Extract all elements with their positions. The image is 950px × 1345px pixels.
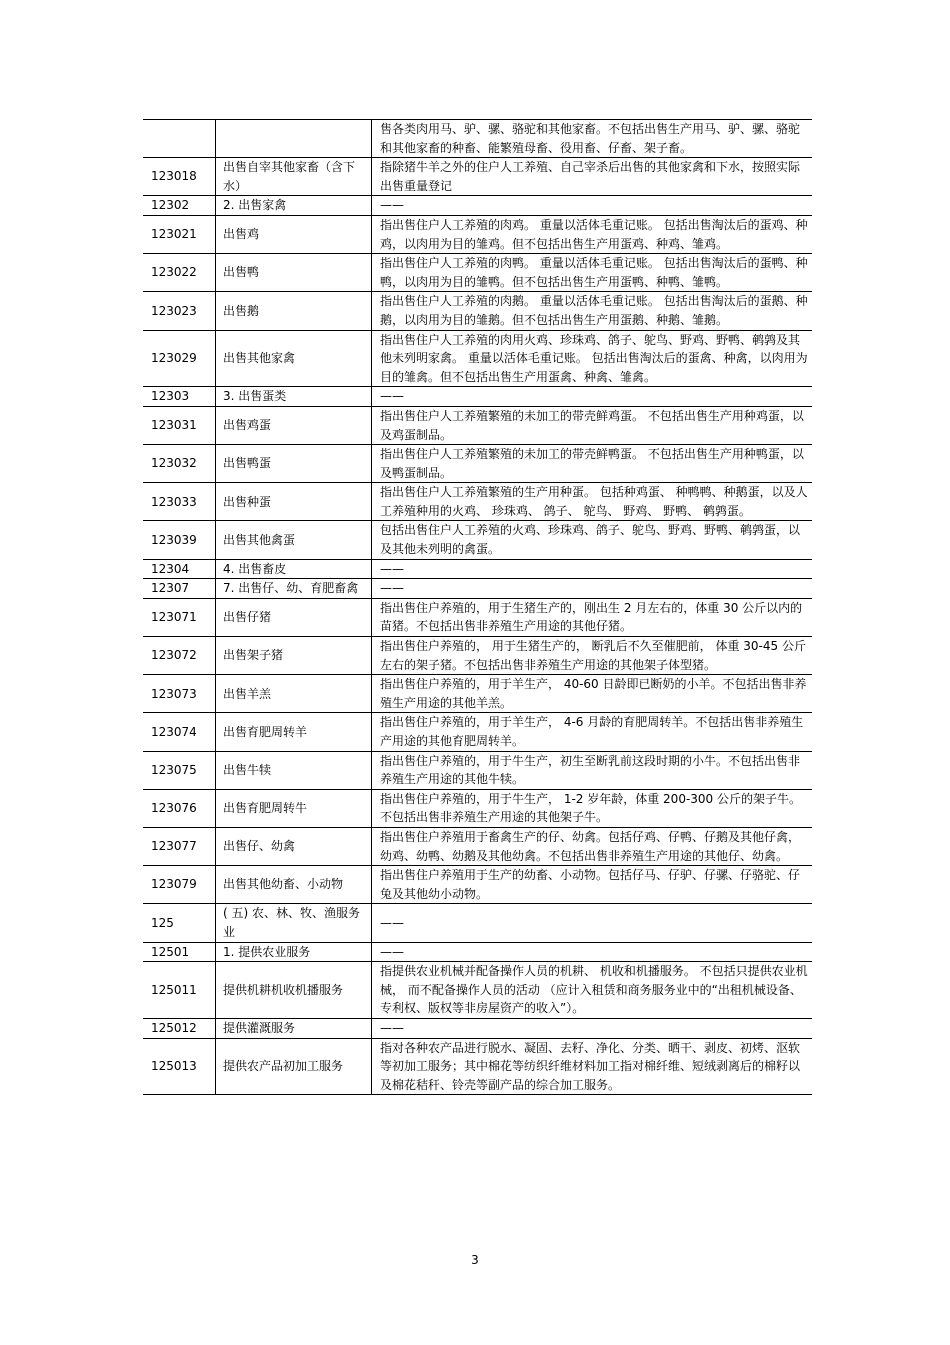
- table-row: [143, 1038, 812, 1095]
- row-item-name: 出售架子猪: [216, 637, 372, 675]
- row-item-name: [216, 120, 372, 158]
- table-row: [143, 962, 812, 1019]
- row-description: 指除猪牛羊之外的住户人工养殖、自己宰杀后出售的其他家禽和下水，按照实际出售重量登记: [372, 158, 813, 196]
- row-code: 123075: [143, 751, 216, 789]
- table-row: [143, 445, 812, 483]
- table-row: [143, 904, 812, 942]
- table-row: [143, 789, 812, 827]
- row-description: ——: [372, 1018, 813, 1038]
- row-description: 指出售住户养殖用于生产的幼畜、小动物。包括仔马、仔驴、仔骡、仔骆驼、仔兔及其他幼小动物。: [372, 866, 813, 904]
- row-code: 123021: [143, 215, 216, 253]
- row-item-name: 出售鸭蛋: [216, 445, 372, 483]
- table-row: [143, 827, 812, 865]
- row-code: 123076: [143, 789, 216, 827]
- row-code: 123072: [143, 637, 216, 675]
- row-code: 123022: [143, 254, 216, 292]
- table-row: [143, 559, 812, 579]
- row-code: 125: [143, 904, 216, 942]
- table-row: [143, 196, 812, 216]
- table-row: [143, 1018, 812, 1038]
- row-description: 指出售住户养殖的，用于羊生产， 40-60 日龄即已断奶的小羊。不包括出售非养殖生产用途的其他羊羔。: [372, 675, 813, 713]
- row-code: [143, 120, 216, 158]
- row-item-name: 出售其他禽蛋: [216, 521, 372, 559]
- row-item-name: 3. 出售蛋类: [216, 387, 372, 407]
- row-description: 包括出售住户人工养殖的火鸡、珍珠鸡、鸽子、鸵鸟、野鸡、野鸭、鹌鹑蛋，以及其他未列明的禽蛋。: [372, 521, 813, 559]
- row-item-name: 出售其他家禽: [216, 330, 372, 387]
- table-row: [143, 942, 812, 962]
- row-code: 123018: [143, 158, 216, 196]
- row-item-name: 出售仔猪: [216, 598, 372, 636]
- row-item-name: 1. 提供农业服务: [216, 942, 372, 962]
- table-body: [143, 120, 812, 1095]
- row-item-name: 提供机耕机收机播服务: [216, 962, 372, 1019]
- row-description: ——: [372, 942, 813, 962]
- table-row: [143, 406, 812, 444]
- row-description: ——: [372, 387, 813, 407]
- row-code: 123029: [143, 330, 216, 387]
- table-row: [143, 330, 812, 387]
- row-description: 指出售住户养殖的，用于羊生产， 4-6 月龄的育肥周转羊。不包括出售非养殖生产用途的其他育肥周转羊。: [372, 713, 813, 751]
- row-description: 指出售住户人工养殖繁殖的生产用种蛋。 包括种鸡蛋、 种鸭鸭、种鹅蛋，以及人工养殖种用的火鸡、 珍珠鸡、 鸽子、 鸵鸟、 野鸡、 野鸭、 鹌鹑蛋。: [372, 483, 813, 521]
- row-description: 指出售住户养殖的，用于牛生产，初生至断乳前这段时期的小牛。不包括出售非养殖生产用途的其他牛犊。: [372, 751, 813, 789]
- row-item-name: 提供灌溉服务: [216, 1018, 372, 1038]
- row-code: 123073: [143, 675, 216, 713]
- page-number: 3: [471, 1253, 479, 1267]
- row-code: 123039: [143, 521, 216, 559]
- row-code: 123031: [143, 406, 216, 444]
- row-item-name: 2. 出售家禽: [216, 196, 372, 216]
- row-description: ——: [372, 196, 813, 216]
- row-code: 123077: [143, 827, 216, 865]
- row-description: 指出售住户人工养殖的肉鹅。 重量以活体毛重记账。 包括出售淘汰后的蛋鹅、种鹅，以肉用为目的雏鹅。但不包括出售生产用蛋鹅、种鹅、雏鹅。: [372, 292, 813, 330]
- table-row: [143, 751, 812, 789]
- table-row: [143, 292, 812, 330]
- row-item-name: 出售鸡: [216, 215, 372, 253]
- row-item-name: 出售鸡蛋: [216, 406, 372, 444]
- row-description: 指出售住户人工养殖的肉用火鸡、珍珠鸡、鸽子、鸵鸟、野鸡、野鸭、鹌鹑及其他未列明家禽。 重量以活体毛重记账。 包括出售淘汰后的蛋禽、种禽，以肉用为目的雏禽。但不包括出售生产用蛋禽、种禽、雏禽。: [372, 330, 813, 387]
- row-description: 指出售住户养殖用于畜禽生产的仔、幼禽。包括仔鸡、仔鸭、仔鹅及其他仔禽，幼鸡、幼鸭、幼鹅及其他幼禽。不包括出售非养殖生产用途的其他仔、幼禽。: [372, 827, 813, 865]
- row-code: 12307: [143, 579, 216, 599]
- table-row: [143, 598, 812, 636]
- row-code: 123079: [143, 866, 216, 904]
- row-code: 12501: [143, 942, 216, 962]
- row-item-name: ( 五) 农、林、牧、渔服务业: [216, 904, 372, 942]
- row-item-name: 4. 出售畜皮: [216, 559, 372, 579]
- row-item-name: 出售自宰其他家畜（含下水）: [216, 158, 372, 196]
- row-item-name: 出售育肥周转羊: [216, 713, 372, 751]
- row-description: 指出售住户人工养殖繁殖的未加工的带壳鲜鸭蛋。 不包括出售生产用种鸭蛋，以及鸭蛋制品。: [372, 445, 813, 483]
- table-row: [143, 675, 812, 713]
- row-description: 指出售住户人工养殖的肉鸡。 重量以活体毛重记账。 包括出售淘汰后的蛋鸡、种鸡，以肉用为目的雏鸡。但不包括出售生产用蛋鸡、种鸡、雏鸡。: [372, 215, 813, 253]
- row-item-name: 出售种蛋: [216, 483, 372, 521]
- row-code: 123074: [143, 713, 216, 751]
- table-row: [143, 120, 812, 158]
- row-item-name: 7. 出售仔、幼、育肥畜禽: [216, 579, 372, 599]
- row-item-name: 出售鸭: [216, 254, 372, 292]
- row-code: 125012: [143, 1018, 216, 1038]
- row-description: 指出售住户养殖的， 用于生猪生产的， 断乳后不久至催肥前， 体重 30-45 公斤左右的架子猪。不包括出售非养殖生产用途的其他架子体型猪。: [372, 637, 813, 675]
- row-description: 指出售住户养殖的，用于牛生产， 1-2 岁年龄，体重 200-300 公斤的架子牛。不包括出售非养殖生产用途的其他架子牛。: [372, 789, 813, 827]
- row-description: 指出售住户人工养殖繁殖的未加工的带壳鲜鸡蛋。 不包括出售生产用种鸡蛋，以及鸡蛋制品。: [372, 406, 813, 444]
- row-code: 123023: [143, 292, 216, 330]
- row-description: ——: [372, 559, 813, 579]
- data-table: [143, 119, 812, 1095]
- table-row: [143, 713, 812, 751]
- row-code: 123032: [143, 445, 216, 483]
- row-description: 指出售住户养殖的，用于生猪生产的，刚出生 2 月左右的，体重 30 公斤以内的苗猪。不包括出售非养殖生产用途的其他仔猪。: [372, 598, 813, 636]
- row-code: 123071: [143, 598, 216, 636]
- row-item-name: 出售其他幼畜、小动物: [216, 866, 372, 904]
- table-row: [143, 158, 812, 196]
- row-code: 125011: [143, 962, 216, 1019]
- row-description: ——: [372, 904, 813, 942]
- row-item-name: 出售羊羔: [216, 675, 372, 713]
- row-description: 指出售住户人工养殖的肉鸭。 重量以活体毛重记账。 包括出售淘汰后的蛋鸭、种鸭，以肉用为目的雏鸭。但不包括出售生产用蛋鸭、种鸭、雏鸭。: [372, 254, 813, 292]
- table-row: [143, 866, 812, 904]
- table-row: [143, 521, 812, 559]
- row-description: 指提供农业机械并配备操作人员的机耕、 机收和机播服务。 不包括只提供农业机械， 而不配备操作人员的活动 （应计入租赁和商务服务业中的“出租机械设备、专利权、版权等非房屋资产的收入”）。: [372, 962, 813, 1019]
- table-row: [143, 637, 812, 675]
- table-row: [143, 579, 812, 599]
- row-description: 售各类肉用马、驴、骡、骆驼和其他家畜。不包括出售生产用马、驴、骡、骆驼和其他家畜的种畜、能繁殖母畜、役用畜、仔畜、架子畜。: [372, 120, 813, 158]
- table-row: [143, 387, 812, 407]
- row-description: ——: [372, 579, 813, 599]
- row-item-name: 出售鹅: [216, 292, 372, 330]
- row-code: 123033: [143, 483, 216, 521]
- row-description: 指对各种农产品进行脱水、凝固、去籽、净化、分类、晒干、剥皮、初烤、沤软等初加工服务；其中棉花等纺织纤维材料加工指对棉纤维、短绒剥离后的棉籽以及棉花秸秆、铃壳等副产品的综合加工服务。: [372, 1038, 813, 1095]
- row-code: 12302: [143, 196, 216, 216]
- row-item-name: 出售牛犊: [216, 751, 372, 789]
- row-item-name: 提供农产品初加工服务: [216, 1038, 372, 1095]
- row-item-name: 出售育肥周转牛: [216, 789, 372, 827]
- table-row: [143, 254, 812, 292]
- row-item-name: 出售仔、幼禽: [216, 827, 372, 865]
- row-code: 12304: [143, 559, 216, 579]
- table-row: [143, 215, 812, 253]
- row-code: 12303: [143, 387, 216, 407]
- row-code: 125013: [143, 1038, 216, 1095]
- table-row: [143, 483, 812, 521]
